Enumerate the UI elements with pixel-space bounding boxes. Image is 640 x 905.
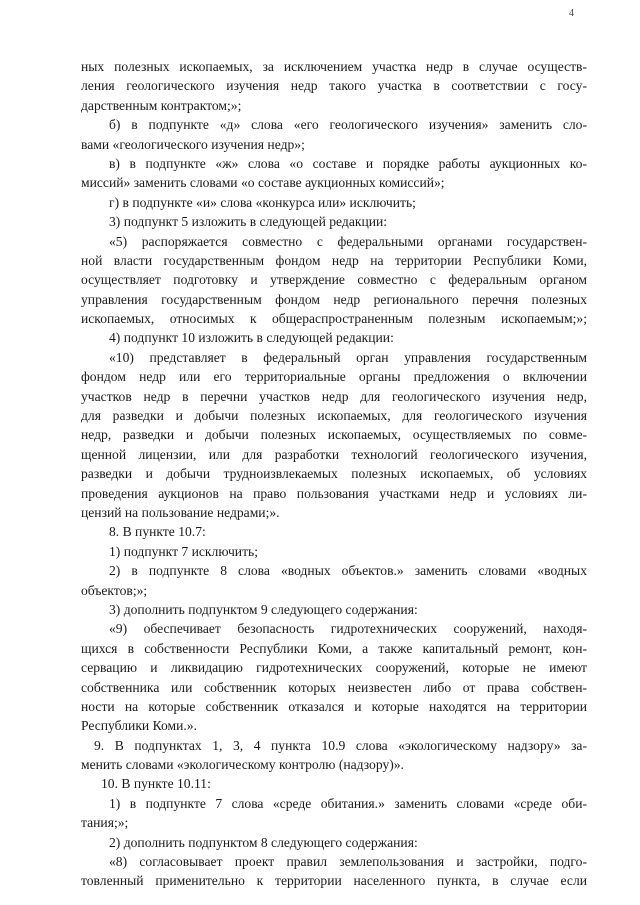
text-line: 10. В пункте 10.11:: [101, 776, 211, 792]
text-line: ности на которые собственник отказался и которые находятся на территории: [81, 698, 587, 714]
text-line: цензий на пользование недрами;».: [81, 504, 280, 520]
text-line: 9. В подпунктах 1, 3, 4 пункта 10.9 слова «экологическому надзору» за-: [94, 737, 587, 753]
text-line: вами «геологического изучения недр»;: [81, 136, 305, 152]
text-line: участков недр в перечни участков недр для геологического изучения недр,: [81, 388, 587, 404]
text-line: «5) распоряжается совместно с федеральными органами государствен-: [109, 233, 587, 249]
text-line: щенной лицензии, или для разработки технологий геологического изучения,: [81, 446, 587, 462]
text-line: ных полезных ископаемых, за исключением участка недр в случае осуществ-: [81, 59, 587, 74]
text-line: «9) обеспечивает безопасность гидротехнических сооружений, находя-: [109, 621, 587, 637]
text-line: объектов;»;: [81, 582, 148, 598]
text-line: тания;»;: [81, 815, 129, 831]
text-line: 4) подпункт 10 изложить в следующей редакции:: [109, 330, 394, 346]
text-line: проведения аукционов на право пользования участками недр и условиях ли-: [81, 485, 587, 501]
text-line: 2) дополнить подпунктом 8 следующего содержания:: [109, 834, 418, 850]
text-line: 2) в подпункте 8 слова «водных объектов.» заменить словами «водных: [109, 563, 587, 579]
text-line: недр, разведки и добычи полезных ископаемых, осуществляемых по совме-: [81, 427, 587, 443]
text-line: 1) в подпункте 7 слова «среде обитания.» заменить словами «среде оби-: [109, 795, 587, 811]
text-line: товленный применительно к территории населенного пункта, в случае если: [81, 873, 587, 889]
text-line: б) в подпункте «д» слова «его геологического изучения» заменить сло-: [109, 117, 587, 133]
page-number: 4: [569, 8, 574, 19]
text-line: ной власти государственным фондом недр на территории Республики Коми,: [81, 252, 587, 268]
text-line: управления государственным фондом недр регионального перечня полезных: [81, 291, 587, 307]
text-line: 1) подпункт 7 исключить;: [109, 543, 258, 559]
text-line: дарственным контрактом;»;: [81, 97, 242, 113]
text-line: Республики Коми.».: [81, 718, 197, 734]
text-line: собственника или собственник которых неизвестен либо от права собствен-: [81, 679, 587, 695]
text-line: ления геологического изучения недр такого участка в соответствии с госу-: [81, 78, 587, 94]
text-line: миссий» заменить словами «о составе аукционных комиссий»;: [81, 175, 445, 191]
text-line: осуществляет подготовку и утверждение совместно с федеральным органом: [81, 272, 587, 288]
text-line: «10) представляет в федеральный орган управления государственным: [109, 349, 587, 365]
text-line: сервацию и ликвидацию гидротехнических сооружений, которые не имеют: [81, 660, 587, 676]
text-line: щихся в собственности Республики Коми, а также капитальный ремонт, кон-: [81, 640, 587, 656]
text-line: менить словами «экологическому контролю (надзору)».: [81, 757, 404, 773]
text-line: ископаемых, относимых к общераспространенным полезным ископаемым;»;: [81, 311, 587, 327]
text-line: 3) дополнить подпунктом 9 следующего содержания:: [109, 601, 418, 617]
document-body: [81, 57, 587, 891]
text-line: «8) согласовывает проект правил землепользования и застройки, подго-: [109, 854, 587, 870]
text-line: в) в подпункте «ж» слова «о составе и порядке работы аукционных ко-: [109, 155, 587, 171]
text-line: разведки и добычи трудноизвлекаемых полезных ископаемых, об условиях: [81, 466, 587, 482]
text-line: 8. В пункте 10.7:: [109, 524, 206, 540]
text-line: для разведки и добычи полезных ископаемых, для геологического изучения: [81, 408, 587, 424]
text-line: г) в подпункте «и» слова «конкурса или» исключить;: [109, 194, 416, 210]
text-line: 3) подпункт 5 изложить в следующей редакции:: [109, 214, 388, 230]
text-line: фондом недр или его территориальные органы предложения о включении: [81, 369, 587, 385]
